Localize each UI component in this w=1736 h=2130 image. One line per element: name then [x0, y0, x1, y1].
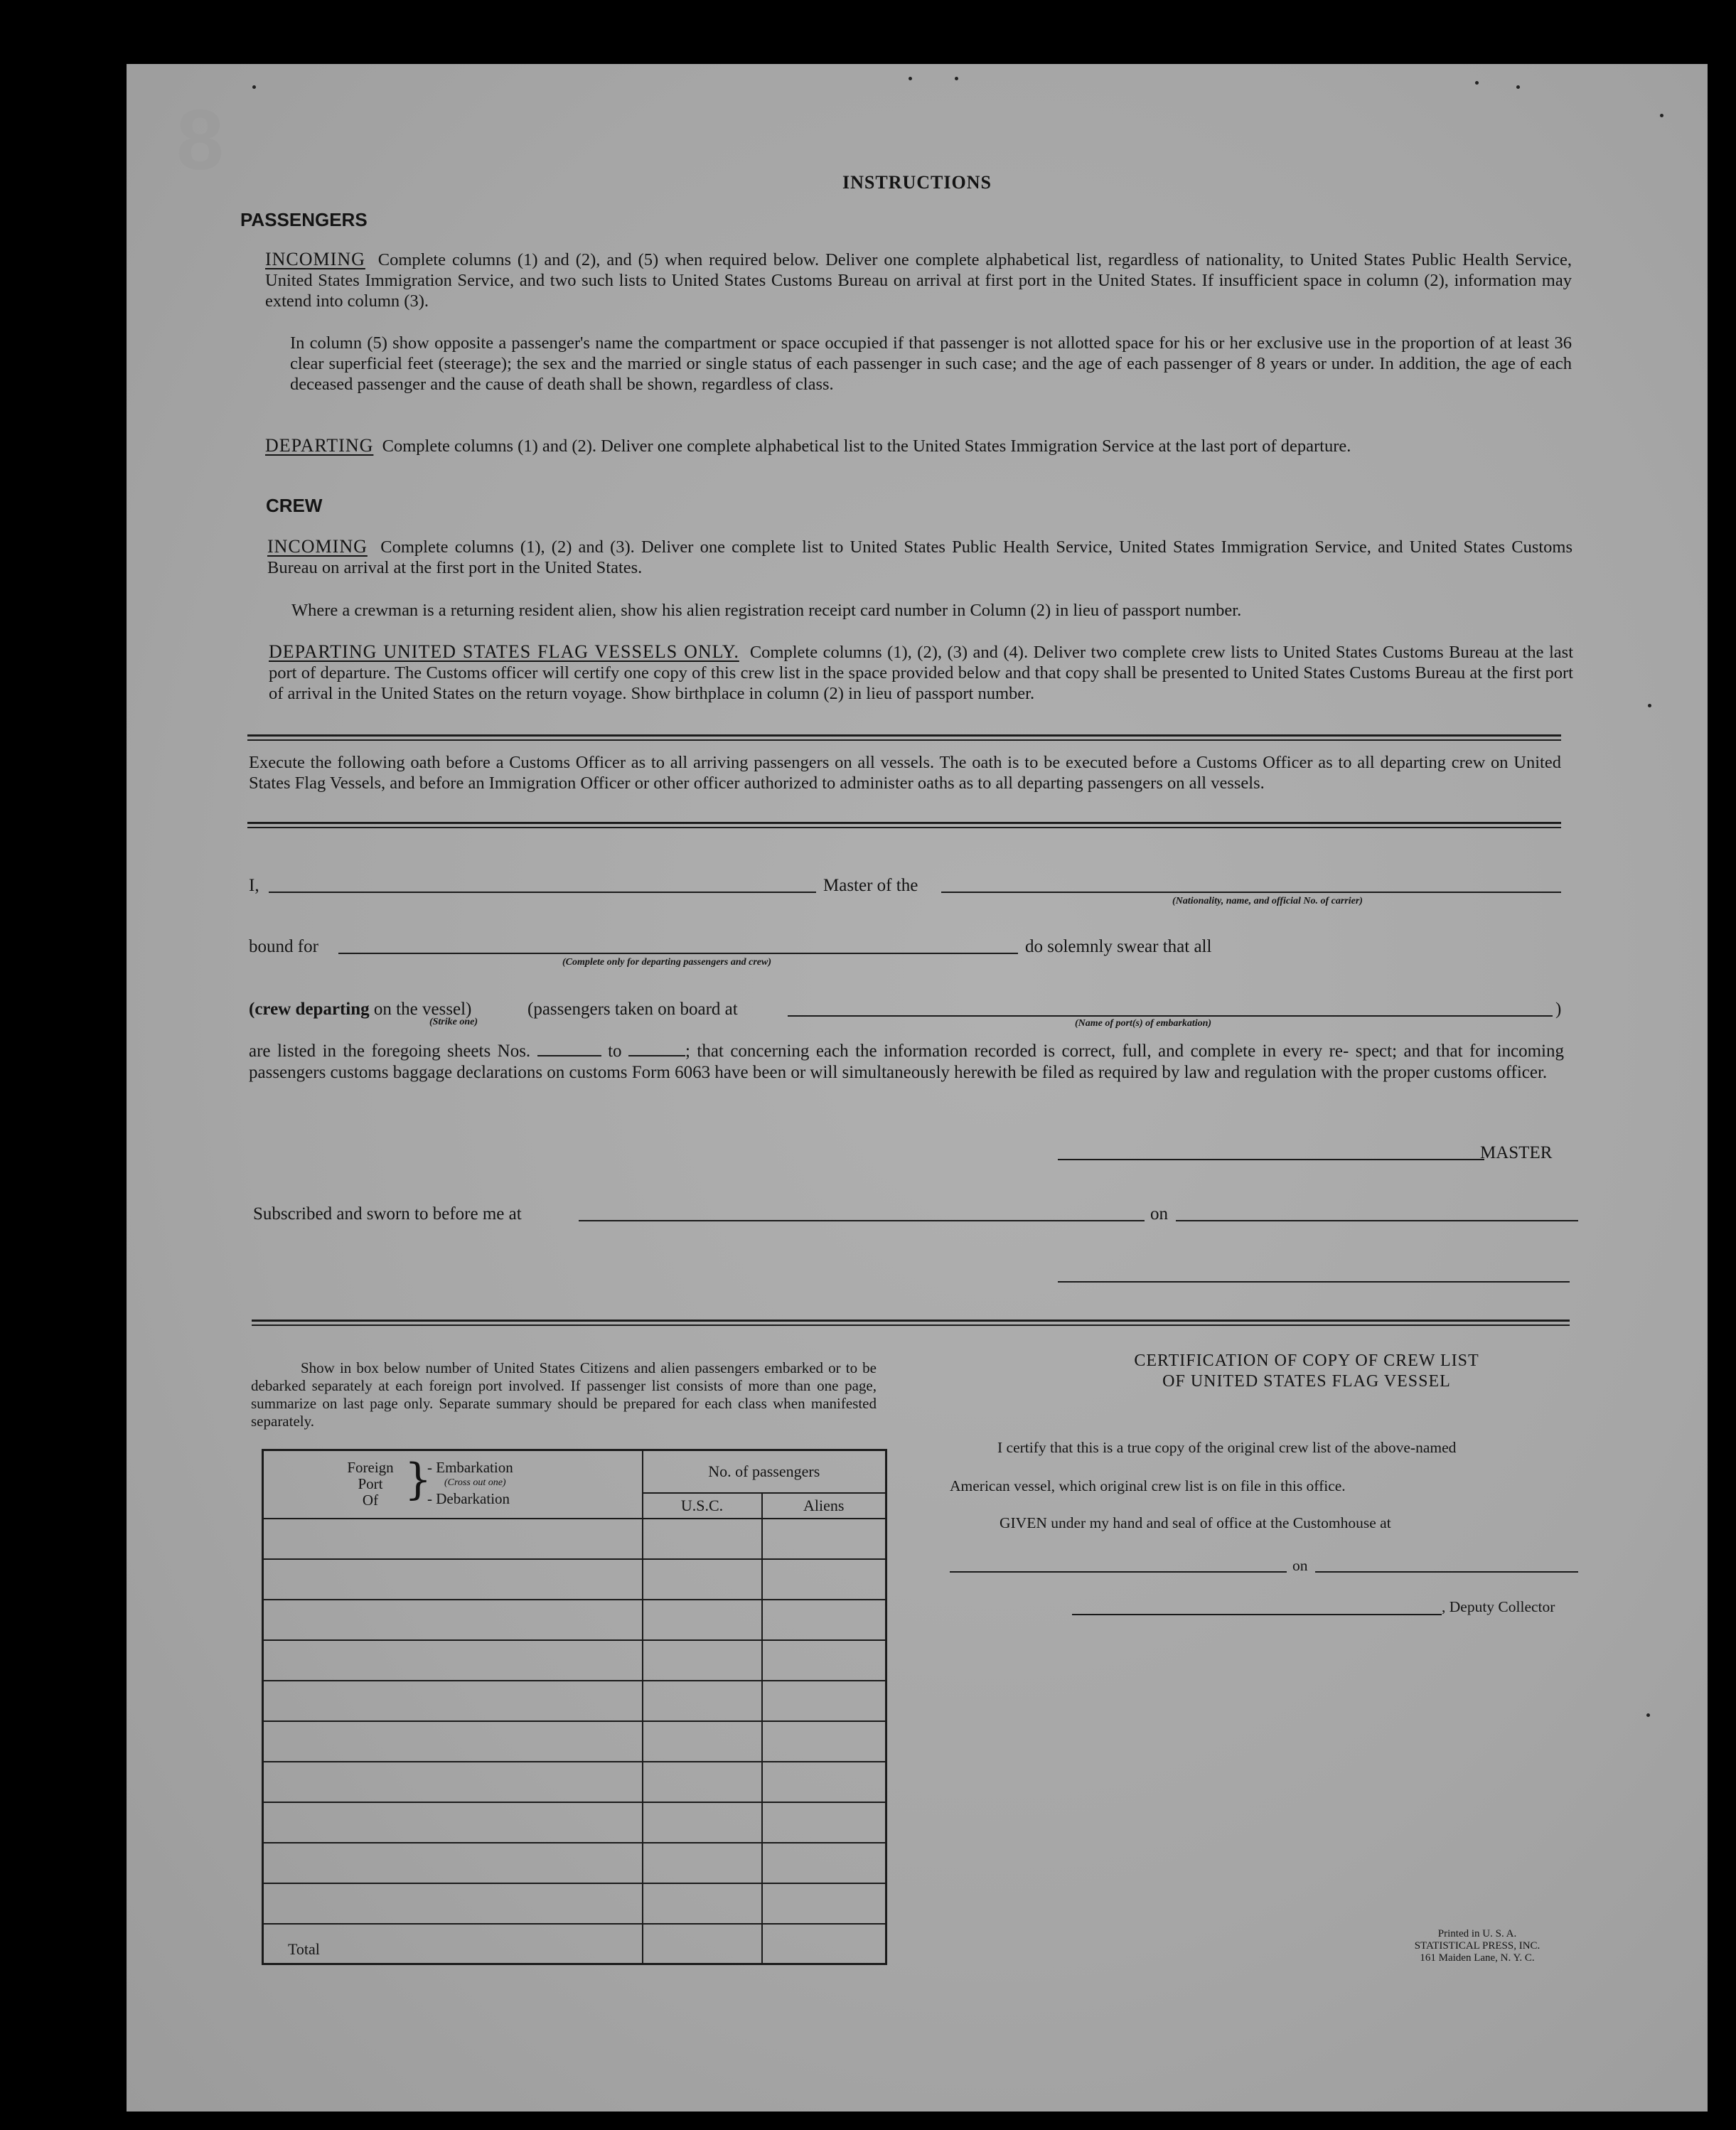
officer-signature-line[interactable]: [1058, 1281, 1570, 1283]
listed-to: to: [608, 1042, 622, 1061]
certify-line1: I certify that this is a true copy of the original crew list of the above-named: [997, 1439, 1457, 1456]
passengers-departing-paragraph: [265, 435, 1572, 456]
aliens-cell[interactable]: [762, 1681, 886, 1721]
speck: [1660, 114, 1663, 117]
certification-heading: [987, 1351, 1627, 1392]
instructions-title: INSTRUCTIONS: [842, 172, 992, 193]
subscribed-text: Subscribed and sworn to before me at: [253, 1204, 522, 1224]
passengers-heading: PASSENGERS: [240, 209, 368, 230]
crew-departing-text: Complete columns (1), (2), (3) and (4). Deliver two complete crew lists to United States Customs Bureau at the last port of departure. The Customs officer will certify one copy of this crew list in the space provided below and that copy shall be presented to United States Customs Bureau at the first port of arrival in the United States on the return voyage. Show birthplace in column (2) in lieu of passport number.: [269, 643, 1573, 703]
table-row: [263, 1843, 886, 1883]
strike-one-caption: (Strike one): [429, 1017, 478, 1027]
divider-rule: [252, 1324, 1570, 1326]
port-cell[interactable]: [263, 1843, 643, 1883]
table-row: [263, 1559, 886, 1600]
swear-text: do solemnly swear that all: [1025, 937, 1212, 956]
aliens-cell[interactable]: [762, 1600, 886, 1640]
port-cell[interactable]: [263, 1600, 643, 1640]
divider-rule: [247, 739, 1561, 741]
foreign-label: Foreign: [347, 1459, 394, 1476]
master-signature-line[interactable]: [1058, 1159, 1484, 1160]
port-label: Port: [358, 1475, 383, 1492]
port-cell[interactable]: [263, 1559, 643, 1600]
oath-body: [249, 1041, 1564, 1083]
master-of-the-text: Master of the: [823, 876, 918, 895]
close-paren: ): [1555, 1000, 1562, 1019]
crew-incoming-paragraph: [267, 536, 1572, 578]
port-cell[interactable]: [263, 1762, 643, 1802]
usc-cell[interactable]: [643, 1883, 762, 1924]
no-passengers-header: No. of passengers: [643, 1450, 886, 1493]
certification-heading-line2: OF UNITED STATES FLAG VESSEL: [1162, 1372, 1451, 1391]
sworn-on-text: on: [1150, 1204, 1168, 1224]
bound-for-caption: (Complete only for departing passengers and crew): [562, 957, 771, 968]
usc-cell[interactable]: [643, 1559, 762, 1600]
carrier-line[interactable]: [941, 892, 1561, 893]
usc-cell[interactable]: [643, 1843, 762, 1883]
passengers-taken-text: (passengers taken on board at: [527, 1000, 738, 1019]
usc-cell[interactable]: [643, 1681, 762, 1721]
usc-header: U.S.C.: [643, 1493, 762, 1519]
port-cell[interactable]: [263, 1681, 643, 1721]
master-name-line[interactable]: [269, 892, 816, 893]
aliens-cell[interactable]: [762, 1640, 886, 1681]
aliens-cell[interactable]: [762, 1721, 886, 1762]
printer-line3: 161 Maiden Lane, N. Y. C.: [1420, 1952, 1535, 1964]
corner-page-mark: 8: [176, 92, 224, 188]
crew-incoming-label: INCOMING: [267, 536, 368, 557]
embark-debark-options: [427, 1460, 513, 1506]
bound-for-line[interactable]: [338, 953, 1018, 954]
summary-instruction: Show in box below number of United States Citizens and alien passengers embarked or to be debarked separately at each foreign port involved. If passenger list consists of more than one page, summarize on last page only. Separate summary should be prepared for each class when manifested separately.: [251, 1359, 877, 1430]
port-caption: (Name of port(s) of embarkation): [1074, 1018, 1212, 1029]
divider-rule: [247, 822, 1561, 824]
on-vessel-text: on the vessel): [373, 1000, 472, 1019]
aliens-cell[interactable]: [762, 1559, 886, 1600]
listed-text-b: ; that concerning each the information recorded is correct, full, and complete in every re-: [685, 1042, 1349, 1061]
cert-on-text: on: [1292, 1557, 1308, 1574]
aliens-cell[interactable]: [762, 1843, 886, 1883]
divider-rule: [247, 734, 1561, 737]
total-label: Total: [263, 1924, 643, 1964]
speck: [1648, 704, 1651, 707]
table-row: [263, 1802, 886, 1843]
deputy-collector-line[interactable]: [1072, 1614, 1442, 1615]
crew-departing-word: (crew departing: [249, 1000, 370, 1019]
debarkation-label: - Debarkation: [427, 1490, 510, 1507]
aliens-total-cell[interactable]: [762, 1924, 886, 1964]
aliens-cell[interactable]: [762, 1519, 886, 1559]
ports-summary-table: [262, 1449, 887, 1965]
port-cell[interactable]: [263, 1640, 643, 1681]
port-cell[interactable]: [263, 1519, 643, 1559]
listed-text-a: are listed in the foregoing sheets Nos.: [249, 1042, 531, 1061]
brace-icon: }: [404, 1455, 432, 1504]
printer-line2: STATISTICAL PRESS, INC.: [1414, 1940, 1541, 1952]
cert-date-line[interactable]: [1315, 1571, 1578, 1573]
certify-line2: American vessel, which original crew list is on file in this office.: [950, 1477, 1346, 1494]
cross-out-label: (Cross out one): [444, 1477, 506, 1488]
speck: [1516, 85, 1520, 89]
oath-body-rest: spect; and that for incoming passengers customs baggage declarations on customs Form 6063 have been or will simultaneously herewith be filed as required by law and regulation with the proper customs officer.: [249, 1042, 1565, 1082]
embarkation-label: - Embarkation: [427, 1459, 513, 1476]
aliens-cell[interactable]: [762, 1883, 886, 1924]
port-cell[interactable]: [263, 1883, 643, 1924]
oath-instruction: Execute the following oath before a Customs Officer as to all arriving passengers on all vessels. The oath is to be executed before a Customs Officer as to all departing crew on United States Flag Vessels, and before an Immigration Officer or other officer authorized to administer oaths as to all departing passengers on all vessels.: [249, 753, 1561, 793]
speck: [1646, 1713, 1650, 1717]
foreign-port-of: [342, 1460, 399, 1509]
bound-for-text: bound for: [249, 937, 318, 956]
printer-imprint: [1349, 1928, 1605, 1964]
table-row: [263, 1600, 886, 1640]
divider-rule: [252, 1320, 1570, 1322]
usc-cell[interactable]: [643, 1519, 762, 1559]
sworn-place-line[interactable]: [579, 1220, 1145, 1221]
aliens-cell[interactable]: [762, 1802, 886, 1843]
passengers-departing-text: Complete columns (1) and (2). Deliver one complete alphabetical list to the United States Immigration Service at the last port of departure.: [382, 437, 1351, 456]
port-embarkation-line[interactable]: [788, 1015, 1553, 1017]
table-row: [263, 1883, 886, 1924]
usc-cell[interactable]: [643, 1762, 762, 1802]
passengers-departing-label: DEPARTING: [265, 435, 374, 456]
given-text: GIVEN under my hand and seal of office at the Customhouse at: [1000, 1514, 1391, 1531]
passengers-incoming-paragraph: [265, 249, 1572, 311]
passengers-incoming-text: Complete columns (1) and (2), and (5) when required below. Deliver one complete alphabetical list, regardless of nationality, to United States Public Health Service, United States Immigration Service, and two such lists to United States Customs Bureau on arrival at first port in the United States. If insufficient space in column (2), information may extend into column (3).: [265, 250, 1572, 311]
speck: [955, 77, 958, 80]
oath-i: I,: [249, 876, 259, 895]
speck: [252, 85, 256, 89]
speck: [909, 77, 912, 80]
crew-resident-paragraph: Where a crewman is a returning resident alien, show his alien registration receipt card number in Column (2) in lieu of passport number.: [291, 601, 1242, 620]
divider-rule: [247, 827, 1561, 828]
aliens-cell[interactable]: [762, 1762, 886, 1802]
foreign-port-header: [263, 1450, 643, 1519]
deputy-collector-label: , Deputy Collector: [1442, 1598, 1555, 1615]
printer-line1: Printed in U. S. A.: [1437, 1928, 1517, 1939]
certification-heading-line1: CERTIFICATION OF COPY OF CREW LIST: [1134, 1352, 1479, 1370]
port-cell[interactable]: [263, 1721, 643, 1762]
sworn-date-line[interactable]: [1176, 1220, 1578, 1221]
speck: [1475, 81, 1479, 85]
crew-departing-label: DEPARTING UNITED STATES FLAG VESSELS ONLY.: [269, 641, 739, 662]
usc-cell[interactable]: [643, 1600, 762, 1640]
passengers-column5-paragraph: In column (5) show opposite a passenger's name the compartment or space occupied if that passenger is not allotted space for his or her exclusive use in the proportion of at least 36 clear superficial feet (steerage); the sex and the married or single status of each passenger in such case; and the age of each passenger of 8 years or under. In addition, the age of each deceased passenger and the cause of death shall be shown, regardless of class.: [290, 333, 1572, 394]
crew-heading: CREW: [266, 495, 323, 516]
crew-incoming-text: Complete columns (1), (2) and (3). Deliver one complete list to United States Public Health Service, United States Immigration Service, and United States Customs Bureau on arrival at the first port in the United States.: [267, 537, 1573, 577]
table-row: [263, 1681, 886, 1721]
table-row: [263, 1721, 886, 1762]
document-page: [127, 64, 1708, 2112]
crew-departing-paragraph: [269, 641, 1573, 704]
usc-total-cell[interactable]: [643, 1924, 762, 1964]
sheet-from-field[interactable]: [537, 1044, 601, 1056]
master-label: MASTER: [1480, 1143, 1553, 1162]
usc-cell[interactable]: [643, 1721, 762, 1762]
table-row: [263, 1762, 886, 1802]
port-cell[interactable]: [263, 1802, 643, 1843]
passengers-incoming-label: INCOMING: [265, 249, 365, 269]
customhouse-line[interactable]: [950, 1571, 1287, 1573]
usc-cell[interactable]: [643, 1802, 762, 1843]
usc-cell[interactable]: [643, 1640, 762, 1681]
carrier-caption: (Nationality, name, and official No. of carrier): [1172, 896, 1363, 906]
sheet-to-field[interactable]: [628, 1044, 685, 1056]
total-row: [263, 1924, 886, 1964]
table-row: [263, 1519, 886, 1559]
of-label: Of: [362, 1492, 379, 1509]
table-row: [263, 1640, 886, 1681]
aliens-header: Aliens: [762, 1493, 886, 1519]
